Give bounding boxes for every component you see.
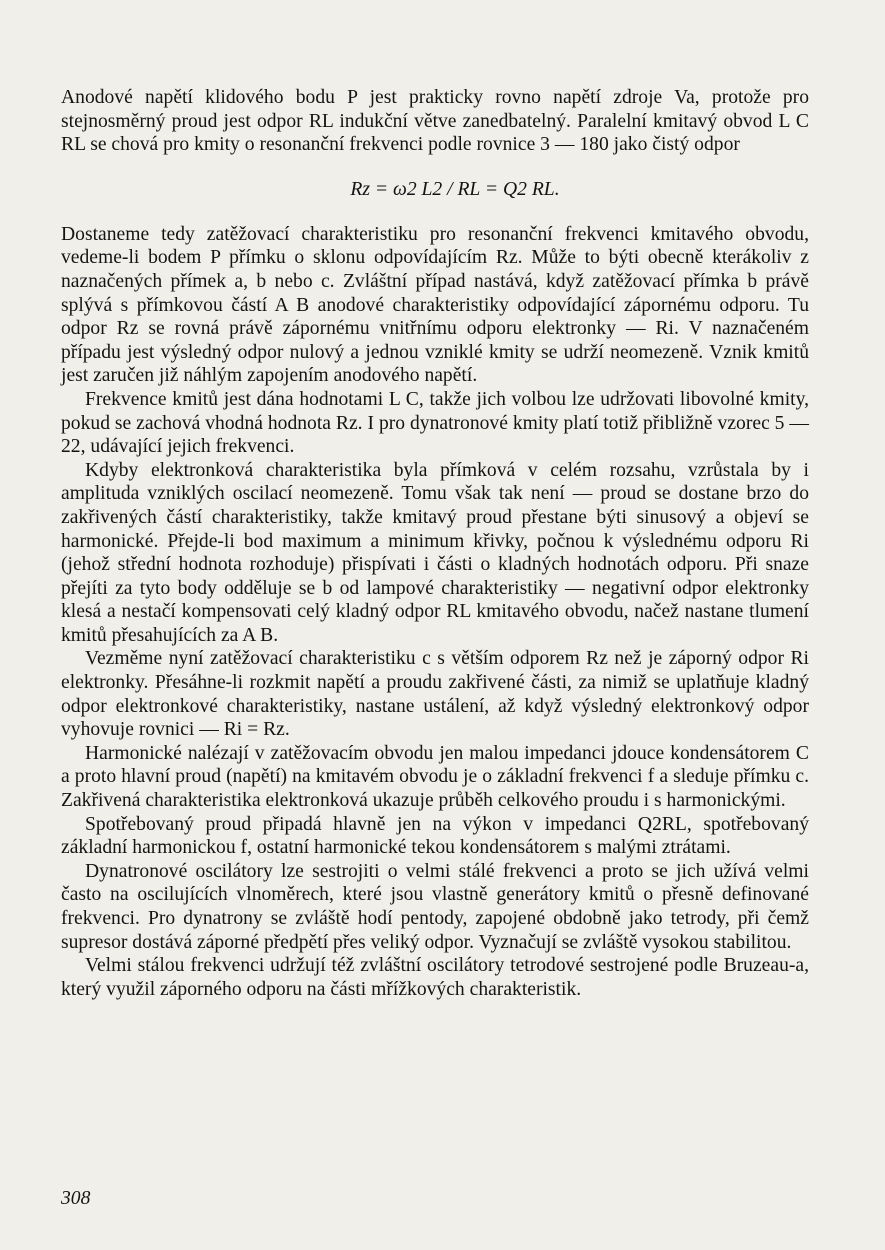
paragraph-5: Vezměme nyní zatěžovací charakteristiku c s větším odporem Rz než je záporný odpor Ri elektronky. Přesáhne-li rozkmit napětí a proudu zakřivené části, za nimiž se uplatňuje kladný odpor elektronkové charakteristiky, nastane ustálení, až když výsledný elektronkový odpor vyhovuje rovnici — Ri = Rz. bbox=[61, 648, 809, 741]
paragraph-6: Harmonické nalézají v zatěžovacím obvodu jen malou impedanci jdouce kondensátorem C a proto hlavní proud (napětí) na kmitavém obvodu je o základní frekvenci f a sleduje přímku c. Zakřivená charakteristika elektronková ukazuje průběh celkového proudu i s harmonickými. bbox=[61, 742, 809, 812]
paragraph-4: Kdyby elektronková charakteristika byla přímková v celém rozsahu, vzrůstala by i amplituda vzniklých oscilací neomezeně. Tomu však tak není — proud se dostane brzo do zakřivených částí charakteristiky, takže kmitavý proud přestane býti sinusový a objeví se harmonické. Přejde-li bod maximum a minimum křivky, počnou k výslednému odporu Ri (jehož střední hodnota rozhoduje) přispívati i části o kladných hodnotách odporu. Při snaze přejíti za tyto body odděluje se b od lampové charakteristiky — negativní odpor elektronky klesá a nestačí kompensovati celý kladný odpor RL kmitavého obvodu, načež nastane tlumení kmitů přesahujících za A B. bbox=[61, 459, 809, 646]
paragraph-7: Spotřebovaný proud připadá hlavně jen na výkon v impedanci Q2RL, spotřebovaný základní harmonickou f, ostatní harmonické tekou kondensátorem s malými ztrátami. bbox=[61, 813, 809, 859]
paragraph-8: Dynatronové oscilátory lze sestrojiti o velmi stálé frekvenci a proto se jich užívá velmi často na oscilujících vlnoměrech, které jsou vlastně generátory kmitů o přesně definované frekvenci. Pro dynatrony se zvláště hodí pentody, zapojené obdobně jako tetrody, při čemž supresor dostává záporné předpětí přes veliký odpor. Vyznačují se zvláště vysokou stabilitou. bbox=[61, 860, 809, 953]
paragraph-9: Velmi stálou frekvenci udržují též zvláštní oscilátory tetrodové sestrojené podle Bruzeau-a, který využil záporného odporu na části mřížkových charakteristik. bbox=[61, 955, 809, 1000]
page-body bbox=[61, 86, 809, 1001]
page-number: 308 bbox=[61, 1188, 91, 1209]
paragraph-3: Frekvence kmitů jest dána hodnotami L C, takže jich volbou lze udržovati libovolné kmity, pokud se zachová vhodná hodnota Rz. I pro dynatronové kmity platí totiž přibližně vzorec 5 — 22, udávající jejich frekvenci. bbox=[61, 388, 809, 458]
paragraph-1: Anodové napětí klidového bodu P jest prakticky rovno napětí zdroje Va, protože pro stejnosměrný proud jest odpor RL indukční větve zanedbatelný. Paralelní kmitavý obvod L C RL se chová pro kmity o resonanční frekvenci podle rovnice 3 — 180 jako čistý odpor bbox=[61, 87, 809, 156]
resonance-formula: Rz = ω2 L2 / RL = Q2 RL. bbox=[350, 178, 560, 200]
paragraph-2: Dostaneme tedy zatěžovací charakteristiku pro resonanční frekvenci kmitavého obvodu, vedeme-li bodem P přímku o sklonu odpovídajícím Rz. Může to býti obecně kterákoliv z naznačených přímek a, b nebo c. Zvláštní případ nastává, když zatěžovací přímka b právě splývá s přímkovou částí A B anodové charakteristiky odpovídající zápornému odporu. Tu odpor Rz se rovná právě zápornému vnitřnímu odporu elektronky — Ri. V naznačeném případu jest výsledný odpor nulový a jednou vzniklé kmity se udrží neomezeně. Vznik kmitů jest zaručen již náhlým zapojením anodového napětí. bbox=[61, 223, 809, 387]
